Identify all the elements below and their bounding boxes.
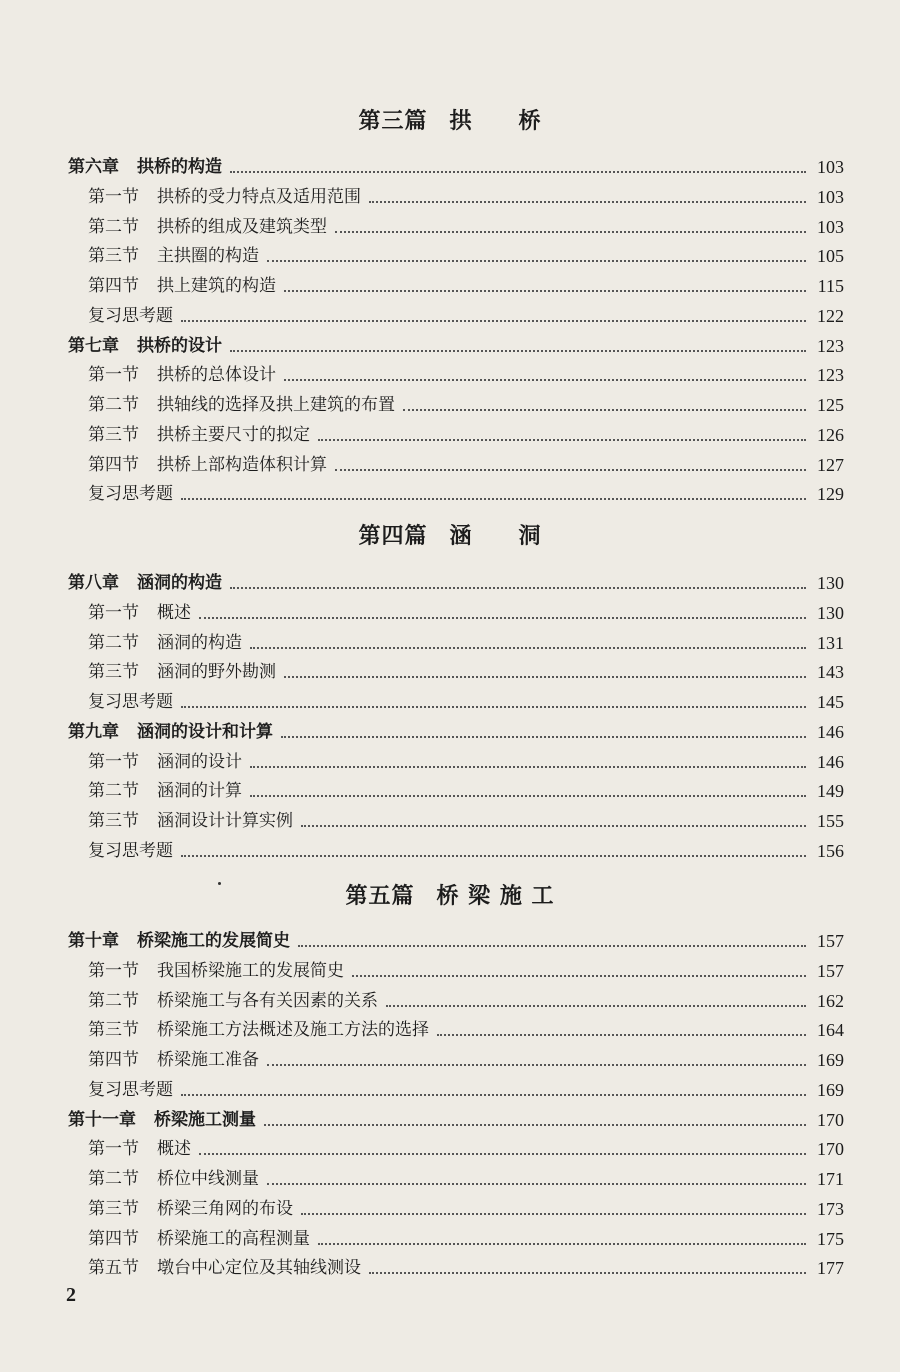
entry-number: 第一节 [88, 751, 139, 772]
entry-number: 第一节 [88, 960, 139, 981]
dot-leader [199, 617, 806, 619]
entry-page-number: 127 [817, 454, 844, 475]
toc-section-entry[interactable] [88, 594, 844, 624]
dot-leader [230, 350, 806, 352]
toc-chapter-entry[interactable] [68, 1101, 844, 1131]
entry-page-number: 125 [817, 395, 844, 415]
toc-section-entry[interactable] [88, 1249, 844, 1279]
entry-title: 涵洞的计算 [157, 781, 242, 802]
entry-page-number: 115 [817, 276, 844, 296]
dot-leader [267, 260, 806, 262]
toc-section-entry[interactable] [88, 1220, 844, 1250]
toc-chapter-entry[interactable] [68, 148, 844, 178]
entry-page-number: 156 [817, 840, 844, 861]
dot-leader [181, 855, 806, 857]
toc-chapter-entry[interactable] [68, 327, 844, 357]
dot-leader [352, 975, 806, 977]
toc-chapter-entry[interactable] [68, 564, 844, 594]
dot-leader [181, 320, 806, 322]
dot-leader [301, 825, 806, 827]
toc-section-entry[interactable] [88, 624, 844, 654]
toc-section-entry[interactable] [88, 653, 844, 683]
entry-number: 第三节 [88, 424, 139, 445]
part-number: 第四篇 [358, 523, 428, 549]
toc-review-entry[interactable] [88, 683, 844, 713]
entry-title: 复习思考题 [88, 484, 173, 505]
entry-title: 桥梁施工的高程测量 [157, 1228, 310, 1249]
toc-review-entry[interactable] [88, 297, 844, 327]
entry-title: 涵洞的构造 [137, 573, 222, 593]
entry-page-number: 146 [817, 751, 844, 772]
toc-chapter-entry[interactable] [68, 922, 844, 952]
entry-number: 第二节 [88, 216, 139, 237]
entry-number: 第三节 [88, 662, 139, 683]
entry-title: 拱桥主要尺寸的拟定 [157, 424, 310, 445]
entry-title: 墩台中心定位及其轴线测设 [157, 1258, 361, 1279]
entry-page-number: 169 [817, 1050, 844, 1070]
toc-section-entry[interactable] [88, 237, 844, 267]
part-name: 涵 洞 [449, 523, 542, 549]
dot-leader [369, 201, 806, 203]
entry-page-number: 103 [817, 186, 844, 207]
toc-section-entry[interactable] [88, 802, 844, 832]
entry-title: 拱桥的组成及建筑类型 [157, 216, 327, 237]
entry-page-number: 103 [817, 216, 844, 237]
dot-leader [181, 1094, 806, 1096]
part-title [0, 879, 900, 910]
dot-leader [284, 676, 806, 678]
entry-number: 第四节 [88, 1228, 139, 1249]
dot-leader [264, 1124, 806, 1126]
dot-leader [250, 795, 806, 797]
entry-title: 涵洞设计计算实例 [157, 811, 293, 831]
entry-number: 第一节 [88, 602, 139, 623]
entry-page-number: 171 [817, 1169, 844, 1189]
entry-page-number: 146 [817, 721, 844, 742]
dot-leader [386, 1005, 806, 1007]
entry-title: 复习思考题 [88, 1079, 173, 1100]
dot-leader [318, 1243, 806, 1245]
entry-title: 复习思考题 [88, 692, 173, 712]
toc-review-entry[interactable] [88, 1071, 844, 1101]
entry-title: 涵洞的设计 [157, 751, 242, 772]
toc-chapter-entry[interactable] [68, 713, 844, 743]
entry-number: 第三节 [88, 1020, 139, 1041]
entry-title: 涵洞的野外勘测 [157, 662, 276, 683]
entry-title: 拱桥的总体设计 [157, 365, 276, 386]
entry-number: 第十章 [68, 931, 119, 951]
entry-title: 我国桥梁施工的发展简史 [157, 960, 344, 981]
toc-section-entry[interactable] [88, 1041, 844, 1071]
toc-section-entry[interactable] [88, 178, 844, 208]
part-title [0, 104, 900, 135]
toc-review-entry[interactable] [88, 475, 844, 505]
entry-page-number: 175 [817, 1228, 844, 1249]
entry-title: 桥梁施工方法概述及施工方法的选择 [157, 1020, 429, 1041]
entry-page-number: 145 [817, 692, 844, 712]
entry-number: 第八章 [68, 573, 119, 593]
toc-section-entry[interactable] [88, 952, 844, 982]
part-number: 第五篇 [345, 883, 415, 909]
entry-number: 第三节 [88, 1198, 139, 1219]
entry-number: 第二节 [88, 632, 139, 653]
entry-title: 桥梁施工准备 [157, 1050, 259, 1070]
entry-title: 拱轴线的选择及拱上建筑的布置 [157, 395, 395, 415]
entry-page-number: 123 [817, 365, 844, 386]
entry-page-number: 123 [817, 335, 844, 356]
dot-leader [284, 379, 806, 381]
toc-review-entry[interactable] [88, 832, 844, 862]
entry-title: 拱桥的设计 [137, 335, 222, 356]
entry-page-number: 122 [817, 305, 844, 326]
entry-title: 桥梁三角网的布设 [157, 1198, 293, 1219]
toc-section-entry[interactable] [88, 1160, 844, 1190]
entry-number: 第二节 [88, 781, 139, 802]
entry-number: 第三节 [88, 811, 139, 831]
dot-leader [181, 706, 806, 708]
dot-leader [230, 171, 806, 173]
entry-title: 涵洞的设计和计算 [137, 721, 273, 742]
entry-title: 复习思考题 [88, 305, 173, 326]
print-speck [218, 882, 221, 885]
toc-section-entry[interactable] [88, 267, 844, 297]
toc-section-entry[interactable] [88, 1130, 844, 1160]
toc-section-entry[interactable] [88, 772, 844, 802]
entry-number: 第一节 [88, 365, 139, 386]
part-title [0, 519, 900, 550]
toc-section-entry[interactable] [88, 1011, 844, 1041]
entry-page-number: 130 [817, 602, 844, 623]
part-name: 桥 梁 施 工 [436, 883, 555, 909]
entry-page-number: 169 [817, 1079, 844, 1100]
toc-section-entry[interactable] [88, 446, 844, 476]
entry-page-number: 177 [817, 1258, 844, 1279]
entry-page-number: 155 [817, 811, 844, 831]
entry-number: 第十一章 [68, 1109, 136, 1130]
dot-leader [335, 469, 806, 471]
entry-title: 概述 [157, 1139, 191, 1160]
entry-page-number: 129 [817, 484, 844, 505]
entry-number: 第四节 [88, 1050, 139, 1070]
dot-leader [335, 231, 806, 233]
dot-leader [250, 647, 806, 649]
entry-title: 拱上建筑的构造 [157, 276, 276, 296]
entry-number: 第四节 [88, 276, 139, 296]
toc-section-entry[interactable] [88, 416, 844, 446]
toc-section-entry[interactable] [88, 208, 844, 238]
entry-title: 拱桥的构造 [137, 157, 222, 177]
toc-section-entry[interactable] [88, 1190, 844, 1220]
dot-leader [301, 1213, 806, 1215]
entry-page-number: 170 [817, 1109, 844, 1130]
dot-leader [318, 439, 806, 441]
entry-page-number: 105 [817, 246, 844, 267]
dot-leader [403, 409, 806, 411]
entry-page-number: 173 [817, 1198, 844, 1219]
entry-number: 第一节 [88, 186, 139, 207]
dot-leader [181, 498, 806, 500]
entry-page-number: 170 [817, 1139, 844, 1160]
dot-leader [437, 1034, 806, 1036]
dot-leader [284, 290, 806, 292]
dot-leader [250, 766, 806, 768]
entry-number: 第四节 [88, 454, 139, 475]
toc-section-entry[interactable] [88, 743, 844, 773]
dot-leader [369, 1272, 806, 1274]
dot-leader [199, 1153, 806, 1155]
entry-page-number: 157 [817, 931, 844, 951]
entry-title: 主拱圈的构造 [157, 246, 259, 267]
toc-section-entry[interactable] [88, 386, 844, 416]
entry-number: 第六章 [68, 157, 119, 177]
entry-number: 第二节 [88, 990, 139, 1011]
entry-page-number: 164 [817, 1020, 844, 1041]
page-number: 2 [66, 1284, 76, 1306]
dot-leader [267, 1183, 806, 1185]
entry-number: 第九章 [68, 721, 119, 742]
entry-title: 桥梁施工测量 [154, 1109, 256, 1130]
entry-title: 拱桥的受力特点及适用范围 [157, 186, 361, 207]
toc-section-entry[interactable] [88, 982, 844, 1012]
dot-leader [230, 587, 806, 589]
entry-page-number: 157 [817, 960, 844, 981]
entry-number: 第七章 [68, 335, 119, 356]
dot-leader [298, 945, 806, 947]
entry-title: 拱桥上部构造体积计算 [157, 454, 327, 475]
entry-number: 第二节 [88, 395, 139, 415]
entry-page-number: 162 [817, 990, 844, 1011]
entry-title: 桥位中线测量 [157, 1169, 259, 1189]
part-number: 第三篇 [358, 108, 428, 134]
entry-page-number: 143 [817, 662, 844, 683]
entry-number: 第二节 [88, 1169, 139, 1189]
entry-page-number: 130 [817, 573, 844, 593]
entry-title: 桥梁施工的发展简史 [137, 931, 290, 951]
entry-title: 概述 [157, 602, 191, 623]
dot-leader [267, 1064, 806, 1066]
entry-title: 桥梁施工与各有关因素的关系 [157, 990, 378, 1011]
dot-leader [281, 736, 806, 738]
entry-page-number: 149 [817, 781, 844, 802]
entry-number: 第五节 [88, 1258, 139, 1279]
entry-page-number: 103 [817, 157, 844, 177]
entry-title: 复习思考题 [88, 840, 173, 861]
part-name: 拱 桥 [449, 108, 542, 134]
entry-page-number: 126 [817, 424, 844, 445]
entry-number: 第一节 [88, 1139, 139, 1160]
entry-number: 第三节 [88, 246, 139, 267]
toc-section-entry[interactable] [88, 356, 844, 386]
entry-page-number: 131 [817, 632, 844, 653]
entry-title: 涵洞的构造 [157, 632, 242, 653]
